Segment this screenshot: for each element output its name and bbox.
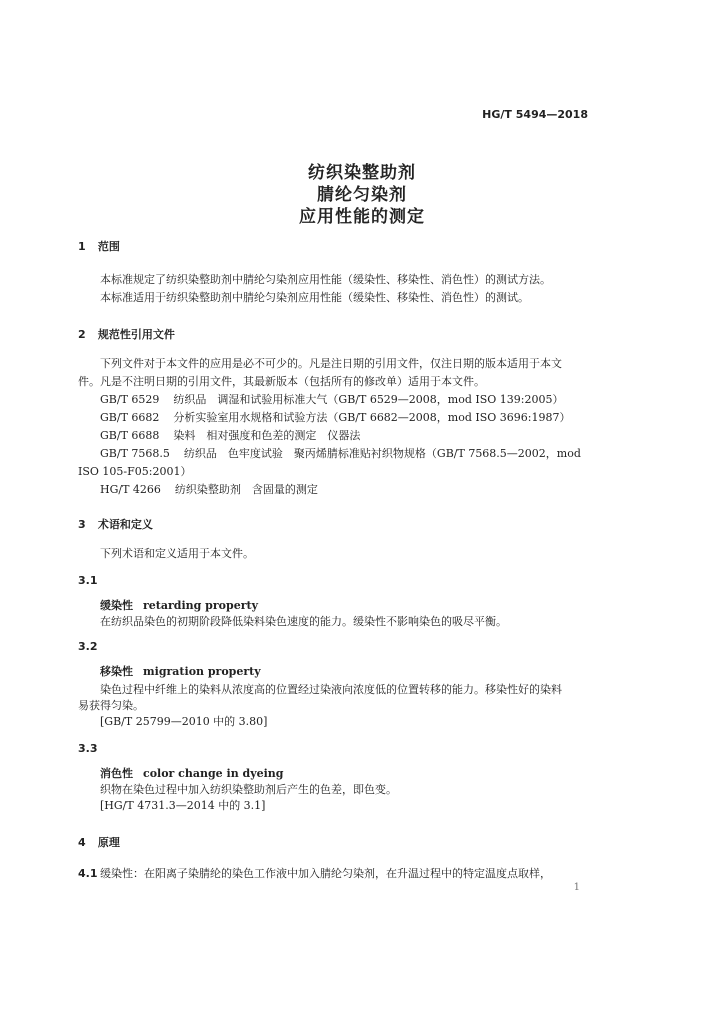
reference-code: HG/T 4266 [100, 483, 161, 496]
reference-code: GB/T 7568.5 [100, 447, 170, 460]
title-line-2: 腈纶匀染剂 [317, 185, 407, 205]
term-heading [100, 598, 258, 614]
paragraph: 本标准适用于纺织染整助剂中腈纶匀染剂应用性能（缓染性、移染性、消色性）的测试。 [100, 291, 529, 304]
section-number: 2 [78, 328, 86, 341]
section-title: 术语和定义 [97, 518, 153, 531]
section-4-heading [78, 834, 120, 850]
page-number: 1 [573, 882, 580, 893]
reference-title: 纺织品 调湿和试验用标准大气（GB/T 6529—2008，mod ISO 139:2005） [173, 393, 564, 406]
term-chinese: 缓染性 [100, 599, 133, 612]
reference-title: 纺织染整助剂 含固量的测定 [174, 483, 318, 496]
reference-code: GB/T 6529 [100, 393, 160, 406]
standard-code: HG/T 5494—2018 [482, 108, 588, 121]
reference-item [100, 428, 360, 444]
reference-code: GB/T 6682 [100, 411, 160, 424]
section-1-heading [78, 238, 120, 254]
section-2-heading [78, 326, 175, 342]
reference-title: 染料 相对强度和色差的测定 仪器法 [173, 429, 361, 442]
reference-title: 纺织品 色牢度试验 聚丙烯腈标准贴衬织物规格（GB/T 7568.5—2002，mod [183, 447, 581, 460]
reference-item [100, 446, 581, 462]
section-title: 范围 [97, 240, 120, 253]
term-english: color change in dyeing [143, 767, 284, 780]
term-english: retarding property [143, 599, 258, 612]
clause-text: 缓染性：在阳离子染腈纶的染色工作液中加入腈纶匀染剂，在升温过程中的特定温度点取样， [100, 867, 551, 880]
term-chinese: 消色性 [100, 767, 133, 780]
reference-title: 分析实验室用水规格和试验方法（GB/T 6682—2008，mod ISO 3696:1987） [173, 411, 571, 424]
reference-item [100, 410, 571, 426]
section-title: 规范性引用文件 [97, 328, 175, 341]
reference-item [100, 482, 318, 498]
term-number: 3.3 [78, 742, 98, 755]
term-definition: 织物在染色过程中加入纺织染整助剂后产生的色差，即色变。 [100, 783, 397, 796]
section-title: 原理 [97, 836, 120, 849]
term-source: [GB/T 25799—2010 中的 3.80] [100, 715, 268, 728]
paragraph: 件。凡是不注明日期的引用文件，其最新版本（包括所有的修改单）适用于本文件。 [78, 375, 485, 388]
paragraph: 下列文件对于本文件的应用是必不可少的。凡是注日期的引用文件，仅注日期的版本适用于本文 [100, 357, 562, 370]
paragraph: 下列术语和定义适用于本文件。 [100, 547, 254, 560]
paragraph: 本标准规定了纺织染整助剂中腈纶匀染剂应用性能（缓染性、移染性、消色性）的测试方法。 [100, 273, 551, 286]
term-source: [HG/T 4731.3—2014 中的 3.1] [100, 799, 266, 812]
term-definition: 染色过程中纤维上的染料从浓度高的位置经过染液向浓度低的位置转移的能力。移染性好的染料 [100, 683, 562, 696]
clause-number: 4.1 [78, 867, 98, 880]
term-heading [100, 664, 261, 680]
section-number: 4 [78, 836, 86, 849]
term-definition: 在纺织品染色的初期阶段降低染料染色速度的能力。缓染性不影响染色的吸尽平衡。 [100, 615, 507, 628]
term-definition: 易获得匀染。 [78, 699, 144, 712]
reference-continuation: ISO 105-F05:2001） [78, 465, 192, 478]
term-chinese: 移染性 [100, 665, 133, 678]
term-english: migration property [143, 665, 261, 678]
title-line-3: 应用性能的测定 [299, 207, 425, 227]
section-3-heading [78, 516, 153, 532]
term-heading [100, 766, 283, 782]
reference-code: GB/T 6688 [100, 429, 160, 442]
term-number: 3.1 [78, 574, 98, 587]
term-number: 3.2 [78, 640, 98, 653]
section-number: 1 [78, 240, 86, 253]
section-number: 3 [78, 518, 86, 531]
title-line-1: 纺织染整助剂 [308, 163, 416, 183]
clause-4-1 [78, 866, 551, 882]
reference-item [100, 392, 564, 408]
